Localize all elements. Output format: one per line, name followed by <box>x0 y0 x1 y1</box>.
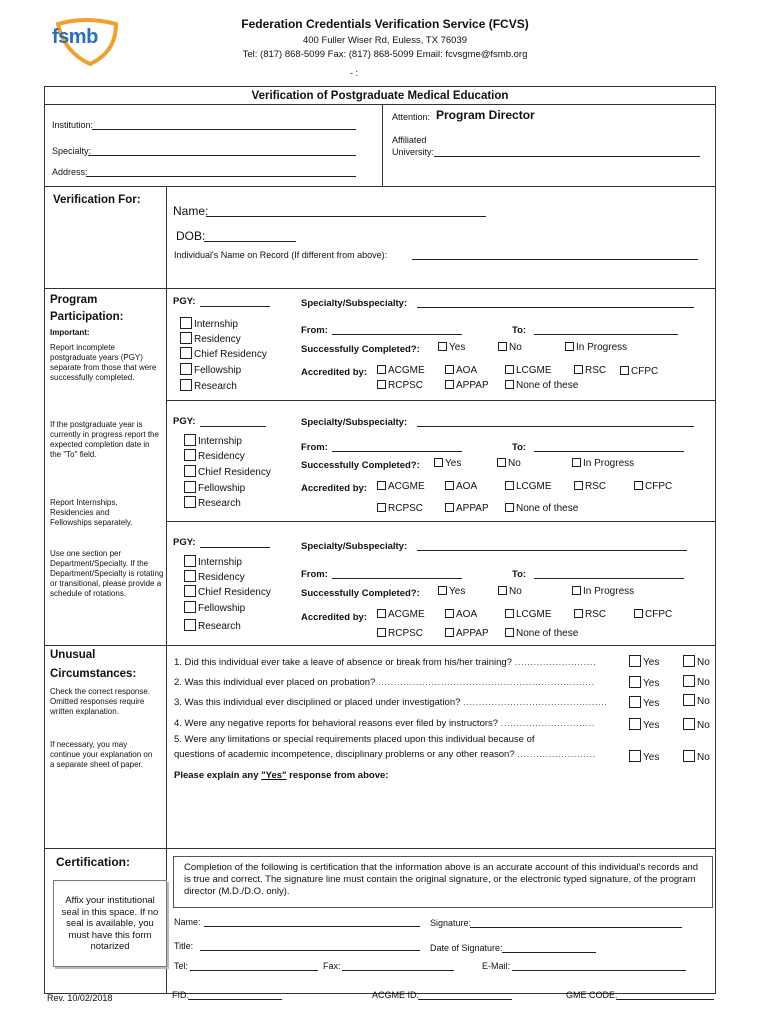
acc-none[interactable]: None of these <box>505 503 578 514</box>
checkbox-icon[interactable] <box>683 718 695 730</box>
checkbox-icon[interactable] <box>377 481 386 490</box>
program-note-1: Report incomplete postgraduate years (PGY) separate from those that were successfully completed. <box>50 343 157 382</box>
acc-acgme[interactable]: ACGME <box>377 481 425 492</box>
checkbox-icon[interactable] <box>497 458 506 467</box>
header-contact: Tel: (817) 868-5099 Fax: (817) 868-5099 Email: fcvsgme@fsmb.org <box>242 49 528 60</box>
from-label: From: <box>301 569 328 580</box>
pgy-field[interactable] <box>200 426 266 427</box>
type-chief-residency[interactable]: Chief Residency <box>184 585 271 598</box>
unusual-note-2: If necessary, you may continue your explanation on a separate sheet of paper. <box>50 740 153 769</box>
type-fellowship[interactable]: Fellowship <box>184 601 245 614</box>
name-label: Name: <box>173 204 209 218</box>
fax-field[interactable] <box>342 970 454 971</box>
from-field[interactable] <box>332 334 462 335</box>
specialty-sub-field[interactable] <box>417 307 694 308</box>
completed-label: Successfully Completed?: <box>301 344 420 355</box>
checkbox-icon[interactable] <box>634 481 643 490</box>
checkbox-icon[interactable] <box>445 481 454 490</box>
from-label: From: <box>301 442 328 453</box>
checkbox-icon[interactable] <box>498 586 507 595</box>
checkbox-icon[interactable] <box>629 718 641 730</box>
gme-code-label: GME CODE: <box>566 990 618 1000</box>
type-research[interactable]: Research <box>180 379 237 392</box>
completed-in-progress[interactable]: In Progress <box>572 458 634 469</box>
checkbox-icon[interactable] <box>445 365 454 374</box>
certification-heading: Certification: <box>56 855 131 869</box>
type-chief-residency[interactable]: Chief Residency <box>180 347 267 360</box>
acc-lcgme[interactable]: LCGME <box>505 365 552 376</box>
signature-field[interactable] <box>470 927 682 928</box>
address-field[interactable] <box>86 176 356 177</box>
fax-label: Fax: <box>323 961 341 971</box>
header-marks: - : <box>350 68 358 78</box>
acc-rcpsc[interactable]: RCPSC <box>377 380 423 391</box>
question-3: 3. Was this individual ever disciplined or placed under investigation? .............................................. <box>174 697 608 708</box>
acgme-id-field[interactable] <box>418 999 512 1000</box>
checkbox-icon[interactable] <box>184 496 196 508</box>
pgy-field[interactable] <box>200 547 270 548</box>
checkbox-icon[interactable] <box>574 365 583 374</box>
header-title: Federation Credentials Verification Service (FCVS) <box>241 17 529 31</box>
completed-label: Successfully Completed?: <box>301 460 420 471</box>
checkbox-icon[interactable] <box>377 609 386 618</box>
acc-rsc[interactable]: RSC <box>574 481 606 492</box>
checkbox-icon[interactable] <box>505 609 514 618</box>
acc-rsc[interactable]: RSC <box>574 609 606 620</box>
completed-in-progress[interactable]: In Progress <box>565 342 627 353</box>
type-fellowship[interactable]: Fellowship <box>184 481 245 494</box>
accredited-label: Accredited by: <box>301 612 367 623</box>
tel-label: Tel: <box>174 961 189 971</box>
q3-no[interactable]: No <box>683 694 710 707</box>
type-residency[interactable]: Residency <box>180 332 241 345</box>
type-internship[interactable]: Internship <box>184 434 242 447</box>
form-title: Verification of Postgraduate Medical Education <box>251 90 509 102</box>
checkbox-icon[interactable] <box>377 380 386 389</box>
checkbox-icon[interactable] <box>438 586 447 595</box>
type-fellowship[interactable]: Fellowship <box>180 363 241 376</box>
checkbox-icon[interactable] <box>629 696 641 708</box>
type-residency[interactable]: Residency <box>184 570 245 583</box>
checkbox-icon[interactable] <box>629 676 641 688</box>
question-1: 1. Did this individual ever take a leave of absence or break from his/her training? .......................... <box>174 657 597 668</box>
attention-label: Attention: <box>392 112 431 122</box>
q5-no[interactable]: No <box>683 750 710 763</box>
unusual-heading-2: Circumstances: <box>50 668 137 680</box>
checkbox-icon[interactable] <box>505 380 514 389</box>
explain-label: Please explain any "Yes" response from above: <box>174 770 389 781</box>
header-address: 400 Fuller Wiser Rd, Euless, TX 76039 <box>302 35 468 46</box>
checkbox-icon[interactable] <box>634 609 643 618</box>
to-label: To: <box>512 325 527 336</box>
program-heading-2: Participation: <box>50 311 124 323</box>
checkbox-icon[interactable] <box>683 694 695 706</box>
fid-label: FID: <box>172 990 189 1000</box>
checkbox-icon[interactable] <box>377 628 386 637</box>
to-field[interactable] <box>534 334 678 335</box>
acc-aoa[interactable]: AOA <box>445 365 477 376</box>
affiliated-label-2: University: <box>392 147 435 157</box>
checkbox-icon[interactable] <box>629 655 641 667</box>
checkbox-icon[interactable] <box>184 434 196 446</box>
program-heading-1: Program <box>50 294 98 306</box>
unusual-note-1: Check the correct response. Omitted responses require written explanation. <box>50 687 151 716</box>
question-4: 4. Were any negative reports for behavioral reasons ever filed by instructors? .............................. <box>174 718 595 729</box>
checkbox-icon[interactable] <box>438 342 447 351</box>
type-chief-residency[interactable]: Chief Residency <box>184 465 271 478</box>
checkbox-icon[interactable] <box>180 363 192 375</box>
completed-yes[interactable]: Yes <box>434 458 461 469</box>
dob-field[interactable] <box>204 241 296 242</box>
checkbox-icon[interactable] <box>377 503 386 512</box>
specialty-sub-label: Specialty/Subspecialty: <box>301 541 408 552</box>
checkbox-icon[interactable] <box>180 332 192 344</box>
revision: Rev. 10/02/2018 <box>47 993 113 1003</box>
record-name-field[interactable] <box>412 259 698 260</box>
acc-cfpc[interactable]: CFPC <box>634 481 672 492</box>
checkbox-icon[interactable] <box>184 449 196 461</box>
dob-label: DOB: <box>176 229 206 243</box>
checkbox-icon[interactable] <box>505 503 514 512</box>
affiliated-university-field[interactable] <box>434 156 700 157</box>
checkbox-icon[interactable] <box>445 503 454 512</box>
acc-cfpc[interactable]: CFPC <box>634 609 672 620</box>
q4-yes[interactable]: Yes <box>629 718 659 731</box>
q2-yes[interactable]: Yes <box>629 676 659 689</box>
email-field[interactable] <box>512 970 686 971</box>
specialty-sub-label: Specialty/Subspecialty: <box>301 417 408 428</box>
acgme-id-label: ACGME ID: <box>372 990 420 1000</box>
explanation-area[interactable] <box>174 784 704 844</box>
checkbox-icon[interactable] <box>184 601 196 613</box>
acc-rcpsc[interactable]: RCPSC <box>377 503 423 514</box>
program-note-3: Report Internships, Residencies and Fellowships separately. <box>50 498 133 527</box>
affiliated-label-1: Affiliated <box>392 135 427 145</box>
checkbox-icon[interactable] <box>445 628 454 637</box>
q1-no[interactable]: No <box>683 655 710 668</box>
pgy-field[interactable] <box>200 306 270 307</box>
checkbox-icon[interactable] <box>184 570 196 582</box>
completed-yes[interactable]: Yes <box>438 586 465 597</box>
checkbox-icon[interactable] <box>180 379 192 391</box>
q5-yes[interactable]: Yes <box>629 750 659 763</box>
checkbox-icon[interactable] <box>683 750 695 762</box>
cert-title-label: Title: <box>174 941 194 951</box>
question-2: 2. Was this individual ever placed on probation? ..................................................................... <box>174 677 595 688</box>
unusual-heading-1: Unusual <box>50 649 96 661</box>
acc-none[interactable]: None of these <box>505 628 578 639</box>
type-internship[interactable]: Internship <box>184 555 242 568</box>
checkbox-icon[interactable] <box>629 750 641 762</box>
checkbox-icon[interactable] <box>565 342 574 351</box>
cert-title-field[interactable] <box>200 950 420 951</box>
question-5a: 5. Were any limitations or special requirements placed upon this individual because of <box>174 734 535 745</box>
type-research[interactable]: Research <box>184 496 241 509</box>
cert-name-label: Name: <box>174 917 201 927</box>
signature-label: Signature: <box>430 918 472 928</box>
checkbox-icon[interactable] <box>184 619 196 631</box>
checkbox-icon[interactable] <box>180 317 192 329</box>
specialty-field[interactable] <box>88 155 356 156</box>
record-name-label: Individual's Name on Record (If different from above): <box>174 250 388 260</box>
checkbox-icon[interactable] <box>184 555 196 567</box>
gme-code-field[interactable] <box>616 999 714 1000</box>
checkbox-icon[interactable] <box>434 458 443 467</box>
q3-yes[interactable]: Yes <box>629 696 659 709</box>
type-residency[interactable]: Residency <box>184 449 245 462</box>
name-field[interactable] <box>206 216 486 217</box>
institution-label: Institution: <box>52 120 94 130</box>
q2-no[interactable]: No <box>683 675 710 688</box>
checkbox-icon[interactable] <box>184 585 196 597</box>
checkbox-icon[interactable] <box>574 609 583 618</box>
completed-no[interactable]: No <box>498 342 522 353</box>
q4-no[interactable]: No <box>683 718 710 731</box>
from-label: From: <box>301 325 328 336</box>
q1-yes[interactable]: Yes <box>629 655 659 668</box>
certification-statement: Completion of the following is certification that the information above is an accurate account of this individual's records and is true and correct. The signature line must contain the original signature, or the electronic typed signature, of the program director (M.D./D.O. only). <box>184 862 699 897</box>
checkbox-icon[interactable] <box>445 380 454 389</box>
acc-acgme[interactable]: ACGME <box>377 609 425 620</box>
acc-aoa[interactable]: AOA <box>445 481 477 492</box>
completed-in-progress[interactable]: In Progress <box>572 586 634 597</box>
email-label: E-Mail: <box>482 961 511 971</box>
specialty-label: Specialty: <box>52 146 92 156</box>
checkbox-icon[interactable] <box>445 609 454 618</box>
specialty-sub-label: Specialty/Subspecialty: <box>301 298 408 309</box>
checkbox-icon[interactable] <box>505 628 514 637</box>
checkbox-icon[interactable] <box>377 365 386 374</box>
attention-value: Program Director <box>436 108 535 122</box>
checkbox-icon[interactable] <box>184 481 196 493</box>
acc-appap[interactable]: APPAP <box>445 503 489 514</box>
date-label: Date of Signature: <box>430 943 503 953</box>
program-note-2: If the postgraduate year is currently in progress report the expected completion date in the "To" field. <box>50 420 159 459</box>
date-field[interactable] <box>502 952 596 953</box>
accredited-label: Accredited by: <box>301 483 367 494</box>
from-field[interactable] <box>332 578 462 579</box>
checkbox-icon[interactable] <box>180 347 192 359</box>
completed-no[interactable]: No <box>498 586 522 597</box>
seal-text: Affix your institutional seal in this space. If no seal is available, you must have this form notarized <box>61 895 159 952</box>
question-5b: questions of academic incompetence, disciplinary problems or any other reason? ......................... <box>174 749 596 760</box>
checkbox-icon[interactable] <box>184 465 196 477</box>
acc-lcgme[interactable]: LCGME <box>505 481 552 492</box>
checkbox-icon[interactable] <box>620 366 629 375</box>
checkbox-icon[interactable] <box>683 675 695 687</box>
important-label: Important: <box>50 328 90 337</box>
acc-aoa[interactable]: AOA <box>445 609 477 620</box>
checkbox-icon[interactable] <box>572 586 581 595</box>
acc-appap[interactable]: APPAP <box>445 380 489 391</box>
institution-field[interactable] <box>92 129 356 130</box>
type-research[interactable]: Research <box>184 619 241 632</box>
checkbox-icon[interactable] <box>683 655 695 667</box>
completed-yes[interactable]: Yes <box>438 342 465 353</box>
acc-rsc[interactable]: RSC <box>574 365 606 376</box>
address-label: Address: <box>52 167 88 177</box>
acc-cfpc[interactable]: CFPC <box>620 366 658 377</box>
cert-name-field[interactable] <box>204 926 420 927</box>
specialty-sub-field[interactable] <box>417 550 687 551</box>
to-label: To: <box>512 442 527 453</box>
to-field[interactable] <box>534 451 684 452</box>
to-label: To: <box>512 569 527 580</box>
checkbox-icon[interactable] <box>572 458 581 467</box>
pgy-label: PGY: <box>173 416 196 427</box>
program-note-4: Use one section per Department/Specialty. If the Department/Specialty is rotating or transitional, please provide a schedule of rotations. <box>50 549 164 598</box>
checkbox-icon[interactable] <box>498 342 507 351</box>
acc-acgme[interactable]: ACGME <box>377 365 425 376</box>
completed-no[interactable]: No <box>497 458 521 469</box>
pgy-label: PGY: <box>173 296 196 307</box>
checkbox-icon[interactable] <box>505 481 514 490</box>
checkbox-icon[interactable] <box>505 365 514 374</box>
from-field[interactable] <box>332 451 462 452</box>
tel-field[interactable] <box>190 970 318 971</box>
checkbox-icon[interactable] <box>574 481 583 490</box>
verification-heading: Verification For: <box>53 194 141 206</box>
acc-rcpsc[interactable]: RCPSC <box>377 628 423 639</box>
acc-none[interactable]: None of these <box>505 380 578 391</box>
logo-text: fsmb <box>52 26 98 48</box>
completed-label: Successfully Completed?: <box>301 588 420 599</box>
pgy-label: PGY: <box>173 537 196 548</box>
to-field[interactable] <box>534 578 684 579</box>
accredited-label: Accredited by: <box>301 367 367 378</box>
acc-lcgme[interactable]: LCGME <box>505 609 552 620</box>
fid-field[interactable] <box>188 999 282 1000</box>
acc-appap[interactable]: APPAP <box>445 628 489 639</box>
specialty-sub-field[interactable] <box>417 426 694 427</box>
type-internship[interactable]: Internship <box>180 317 238 330</box>
